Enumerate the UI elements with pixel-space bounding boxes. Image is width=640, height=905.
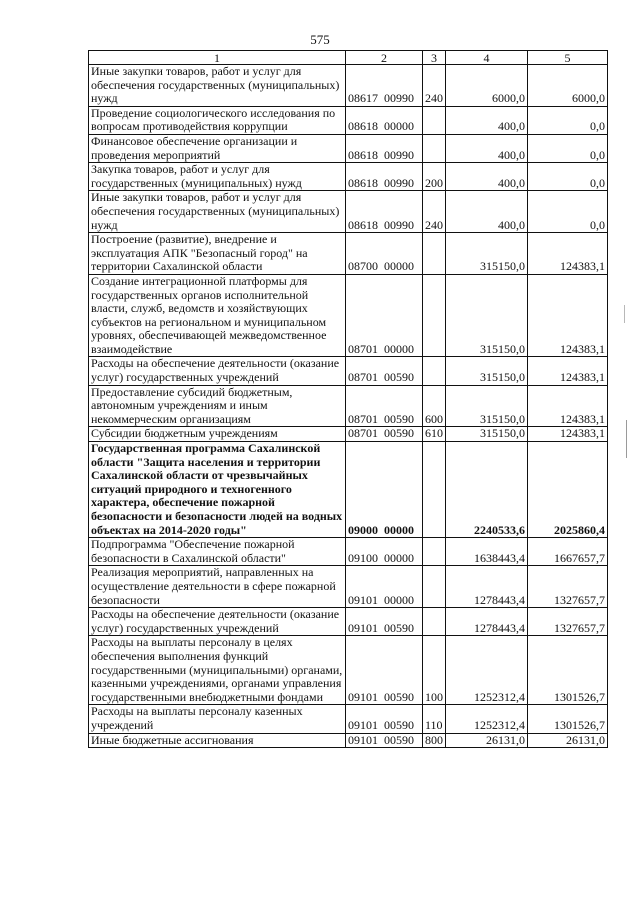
row-value-col4: 1638443,4 xyxy=(446,538,528,566)
row-expense-type: 200 xyxy=(423,163,446,191)
row-value-col5: 124383,1 xyxy=(528,233,608,275)
row-value-col4: 26131,0 xyxy=(446,733,528,748)
row-value-col5: 0,0 xyxy=(528,106,608,134)
row-value-col4: 1252312,4 xyxy=(446,705,528,733)
row-name: Подпрограмма "Обеспечение пожарной безопасности в Сахалинской области" xyxy=(89,538,346,566)
row-code-direction: 00000 xyxy=(384,259,414,274)
table-row xyxy=(89,636,608,705)
row-code-program: 08618 xyxy=(348,175,378,190)
row-value-col5: 0,0 xyxy=(528,191,608,233)
row-expense-type xyxy=(423,442,446,538)
row-value-col4: 1278443,4 xyxy=(446,566,528,608)
row-code xyxy=(346,65,423,107)
row-name: Расходы на выплаты персоналу в целях обеспечения выполнения функций государственными (муниципальными) органами, казенными учреждениями, органами управления государственными внебюджетными фондами xyxy=(89,636,346,705)
row-code-direction: 00000 xyxy=(384,592,414,607)
row-code xyxy=(346,608,423,636)
row-value-col5: 124383,1 xyxy=(528,274,608,357)
row-code xyxy=(346,163,423,191)
row-code-program: 08701 xyxy=(348,341,378,356)
row-value-col5: 2025860,4 xyxy=(528,442,608,538)
row-code xyxy=(346,357,423,385)
page-number: 575 xyxy=(310,32,330,47)
table-header-row xyxy=(89,51,608,65)
row-code-program: 09101 xyxy=(348,592,378,607)
row-name: Проведение социологического исследования по вопросам противодействия коррупции xyxy=(89,106,346,134)
row-code-program: 08617 xyxy=(348,91,378,106)
row-code xyxy=(346,427,423,442)
row-code-direction: 00590 xyxy=(384,717,414,732)
row-value-col4: 315150,0 xyxy=(446,357,528,385)
row-expense-type: 110 xyxy=(423,705,446,733)
row-code xyxy=(346,385,423,427)
table-row xyxy=(89,357,608,385)
row-code-direction: 00590 xyxy=(384,689,414,704)
row-value-col5: 0,0 xyxy=(528,134,608,162)
row-code xyxy=(346,274,423,357)
column-header: 2 xyxy=(346,51,423,65)
row-expense-type xyxy=(423,233,446,275)
row-expense-type: 800 xyxy=(423,733,446,748)
row-code xyxy=(346,636,423,705)
row-value-col4: 400,0 xyxy=(446,163,528,191)
column-header: 1 xyxy=(89,51,346,65)
row-expense-type: 610 xyxy=(423,427,446,442)
row-code-direction: 00590 xyxy=(384,620,414,635)
row-expense-type xyxy=(423,538,446,566)
row-code-program: 08618 xyxy=(348,147,378,162)
row-code xyxy=(346,233,423,275)
budget-table xyxy=(88,50,608,748)
row-value-col5: 1327657,7 xyxy=(528,608,608,636)
table-row xyxy=(89,65,608,107)
row-value-col5: 0,0 xyxy=(528,163,608,191)
row-code-direction: 00590 xyxy=(384,411,414,426)
row-expense-type: 100 xyxy=(423,636,446,705)
row-code-program: 09101 xyxy=(348,733,378,747)
row-value-col4: 1252312,4 xyxy=(446,636,528,705)
row-value-col5: 26131,0 xyxy=(528,733,608,748)
scan-artifact xyxy=(624,305,625,323)
table-row xyxy=(89,442,608,538)
row-value-col4: 315150,0 xyxy=(446,385,528,427)
row-code xyxy=(346,705,423,733)
table-row xyxy=(89,608,608,636)
row-code-program: 09000 xyxy=(348,522,378,537)
row-expense-type: 600 xyxy=(423,385,446,427)
table-row xyxy=(89,705,608,733)
row-name: Субсидии бюджетным учреждениям xyxy=(89,427,346,442)
row-name: Предоставление субсидий бюджетным, автономным учреждениям и иным некоммерческим организациям xyxy=(89,385,346,427)
row-name: Иные закупки товаров, работ и услуг для обеспечения государственных (муниципальных) нужд xyxy=(89,65,346,107)
row-expense-type: 240 xyxy=(423,191,446,233)
row-value-col4: 400,0 xyxy=(446,134,528,162)
row-value-col4: 315150,0 xyxy=(446,274,528,357)
row-expense-type xyxy=(423,357,446,385)
column-header: 5 xyxy=(528,51,608,65)
row-name: Иные закупки товаров, работ и услуг для обеспечения государственных (муниципальных) нужд xyxy=(89,191,346,233)
row-value-col5: 1301526,7 xyxy=(528,636,608,705)
row-code-direction: 00000 xyxy=(384,341,414,356)
row-code-program: 08618 xyxy=(348,119,378,134)
row-expense-type xyxy=(423,134,446,162)
row-code-program: 09100 xyxy=(348,550,378,565)
table-row xyxy=(89,233,608,275)
row-value-col4: 315150,0 xyxy=(446,233,528,275)
table-row xyxy=(89,191,608,233)
row-name: Расходы на обеспечение деятельности (оказание услуг) государственных учреждений xyxy=(89,608,346,636)
row-value-col5: 124383,1 xyxy=(528,427,608,442)
row-code-program: 08701 xyxy=(348,426,378,441)
table-row xyxy=(89,427,608,442)
row-value-col5: 1667657,7 xyxy=(528,538,608,566)
row-name: Создание интеграционной платформы для государственных органов исполнительной власти, служб, ведомств и хозяйствующих субъектов на региональном и муниципальном уровнях, обеспечивающей межведомственное взаимодействие xyxy=(89,274,346,357)
row-code-program: 09101 xyxy=(348,620,378,635)
row-name: Построение (развитие), внедрение и эксплуатация АПК "Безопасный город" на территории Сахалинской области xyxy=(89,233,346,275)
row-code-direction: 00590 xyxy=(384,370,414,385)
column-header: 4 xyxy=(446,51,528,65)
table-row xyxy=(89,385,608,427)
row-code xyxy=(346,538,423,566)
table-row xyxy=(89,566,608,608)
row-value-col5: 124383,1 xyxy=(528,385,608,427)
scan-artifact xyxy=(626,420,627,458)
table-row xyxy=(89,733,608,748)
row-value-col4: 6000,0 xyxy=(446,65,528,107)
row-value-col4: 315150,0 xyxy=(446,427,528,442)
row-code-direction: 00990 xyxy=(384,91,414,106)
row-code-direction: 00990 xyxy=(384,147,414,162)
row-name: Расходы на выплаты персоналу казенных учреждений xyxy=(89,705,346,733)
row-expense-type xyxy=(423,566,446,608)
row-code-direction: 00000 xyxy=(384,550,414,565)
row-code-program: 09101 xyxy=(348,689,378,704)
table-row xyxy=(89,163,608,191)
row-code-direction: 00590 xyxy=(384,426,414,441)
row-name: Государственная программа Сахалинской области "Защита населения и территории Сахалинской области от чрезвычайных ситуаций природного и техногенного характера, обеспечение пожарной безопасности и безопасности людей на водных объектах на 2014-2020 годы" xyxy=(89,442,346,538)
table-row xyxy=(89,134,608,162)
row-expense-type xyxy=(423,274,446,357)
row-code xyxy=(346,566,423,608)
row-value-col4: 400,0 xyxy=(446,191,528,233)
row-code-direction: 00590 xyxy=(384,733,414,747)
row-code-program: 08618 xyxy=(348,217,378,232)
row-name: Реализация мероприятий, направленных на осуществление деятельности в сфере пожарной безопасности xyxy=(89,566,346,608)
row-code-direction: 00990 xyxy=(384,175,414,190)
row-code xyxy=(346,191,423,233)
row-name: Закупка товаров, работ и услуг для государственных (муниципальных) нужд xyxy=(89,163,346,191)
row-value-col4: 1278443,4 xyxy=(446,608,528,636)
row-code xyxy=(346,733,423,748)
row-name: Финансовое обеспечение организации и проведения мероприятий xyxy=(89,134,346,162)
row-code-direction: 00000 xyxy=(384,119,414,134)
row-value-col4: 2240533,6 xyxy=(446,442,528,538)
column-header: 3 xyxy=(423,51,446,65)
table-row xyxy=(89,274,608,357)
row-code-program: 08701 xyxy=(348,370,378,385)
table-row xyxy=(89,538,608,566)
row-name: Иные бюджетные ассигнования xyxy=(89,733,346,748)
row-code-program: 08701 xyxy=(348,411,378,426)
row-value-col5: 124383,1 xyxy=(528,357,608,385)
row-code-direction: 00990 xyxy=(384,217,414,232)
row-code xyxy=(346,106,423,134)
row-name: Расходы на обеспечение деятельности (оказание услуг) государственных учреждений xyxy=(89,357,346,385)
row-code-direction: 00000 xyxy=(384,522,414,537)
row-value-col4: 400,0 xyxy=(446,106,528,134)
row-expense-type: 240 xyxy=(423,65,446,107)
row-code xyxy=(346,442,423,538)
table-row xyxy=(89,106,608,134)
row-value-col5: 6000,0 xyxy=(528,65,608,107)
row-code-program: 08700 xyxy=(348,259,378,274)
row-expense-type xyxy=(423,106,446,134)
row-value-col5: 1301526,7 xyxy=(528,705,608,733)
row-code-program: 09101 xyxy=(348,717,378,732)
row-expense-type xyxy=(423,608,446,636)
row-value-col5: 1327657,7 xyxy=(528,566,608,608)
row-code xyxy=(346,134,423,162)
